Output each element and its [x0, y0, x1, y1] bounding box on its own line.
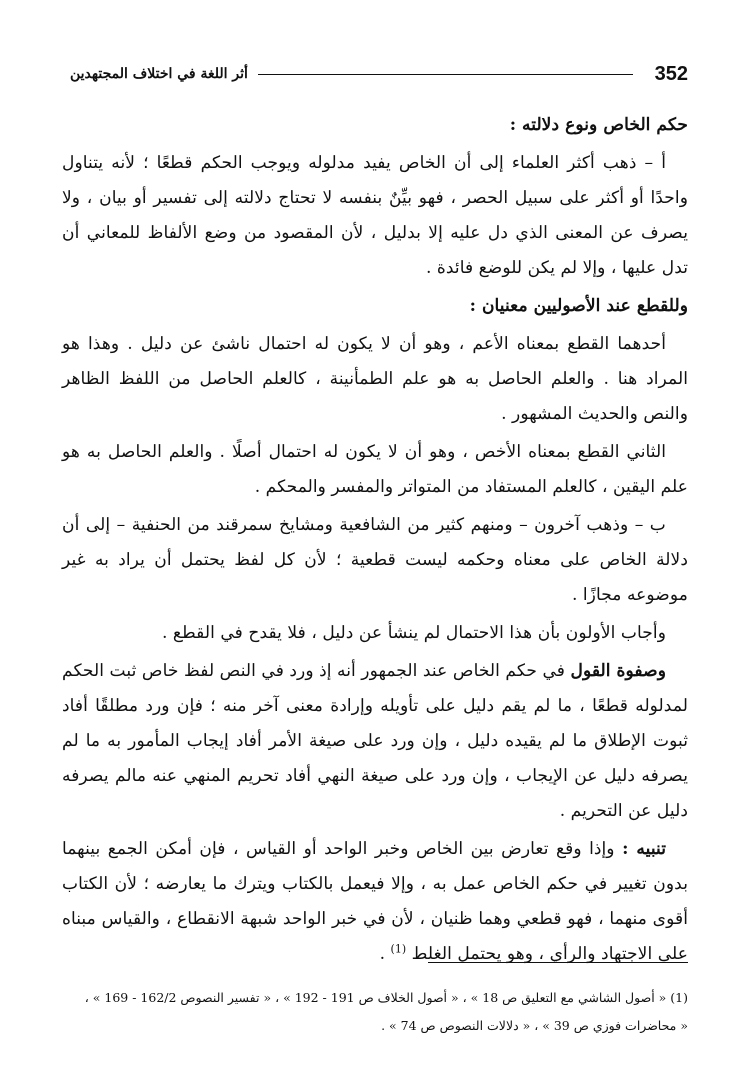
running-header — [70, 60, 688, 88]
summary-lead: وصفوة القول — [570, 661, 667, 681]
section-heading-specific-ruling: حكم الخاص ونوع دلالته : — [509, 115, 688, 135]
footnote-line-1: (1) « أصول الشاشي مع التعليق ص 18 » ، « أصول الخلاف ص 191 - 192 » ، « تفسير النصوص 162/2 - 169 » ، — [84, 990, 688, 1005]
footnote-rule — [428, 962, 688, 963]
footnotes — [62, 984, 688, 1040]
paragraph-first-meaning: أحدهما القطع بمعناه الأعم ، وهو أن لا يكون له احتمال ناشئ عن دليل . وهذا هو المراد هنا . والعلم الحاصل به هو علم الطمأنينة ، كالعلم الحاصل من اللفظ الظاهر والنص والحديث المشهور . — [62, 334, 688, 424]
paragraph-summary — [62, 654, 688, 829]
page-number: 352 — [654, 62, 688, 85]
running-title: أثر اللغة في اختلاف المجتهدين — [70, 66, 248, 82]
footnote-reference[interactable]: (1) — [390, 942, 407, 956]
paragraph-view-a: أ – ذهب أكثر العلماء إلى أن الخاص يفيد مدلوله ويوجب الحكم قطعًا ؛ لأنه يتناول واحدًا أو أكثر على سبيل الحصر ، فهو بيِّنٌ بنفسه لا تحتاج دلالته إلى تفسير أو بيان ، ولا يصرف عن المعنى الذي دل عليه إلا بدليل ، لأن المقصود من وضع الألفاظ للمعاني أن تدل عليها ، وإلا لم يكن للوضع فائدة . — [62, 153, 688, 278]
summary-text: في حكم الخاص عند الجمهور أنه إذ ورد في النص لفظ خاص ثبت الحكم لمدلوله قطعًا ، ما لم يقم دليل على تأويله وإرادة معنى آخر منه ؛ فإن ورد مطلقًا أفاد ثبوت الإطلاق ما لم يقيده دليل ، وإن ورد على صيغة الأمر أفاد إيجاب المأمور به ما لم يصرفه دليل عن الإيجاب ، وإن ورد على صيغة النهي أفاد تحريم المنهي عنه مالم يصرفه دليل عن التحريم . — [62, 661, 688, 821]
note-lead: تنبيه : — [622, 839, 666, 859]
note-end: . — [379, 944, 391, 964]
paragraph-note — [62, 832, 688, 972]
footnote-line-2: « محاضرات فوزي ص 39 » ، « دلالات النصوص ص 74 » . — [381, 1018, 688, 1033]
note-text: وإذا وقع تعارض بين الخاص وخبر الواحد أو القياس ، فإن أمكن الجمع بينهما بدون تغيير في حكم الخاص عمل به ، وإلا فيعمل بالكتاب ويترك ما يعارضه ؛ لأن الكتاب أقوى منهما ، فهو قطعي وهما ظنيان ، لأن في خبر الواحد شبهة الانقطاع ، والقياس مبناه على الاجتهاد والرأي ، وهو يحتمل الغلط — [62, 839, 688, 964]
section-heading-certainty-meanings: وللقطع عند الأصوليين معنيان : — [469, 296, 688, 316]
main-text — [62, 108, 688, 975]
paragraph-view-b: ب – وذهب آخرون – ومنهم كثير من الشافعية ومشايخ سمرقند من الحنفية – إلى أن دلالة الخاص على معناه وحكمه ليست قطعية ؛ لأن كل لفظ يحتمل أن يراد به غير موضوعه مجازًا . — [62, 515, 688, 605]
header-rule — [258, 74, 633, 75]
paragraph-answer: وأجاب الأولون بأن هذا الاحتمال لم ينشأ عن دليل ، فلا يقدح في القطع . — [162, 623, 666, 643]
paragraph-second-meaning: الثاني القطع بمعناه الأخص ، وهو أن لا يكون له احتمال أصلًا . والعلم الحاصل به هو علم اليقين ، كالعلم المستفاد من المتواتر والمفسر والمحكم . — [62, 442, 688, 497]
